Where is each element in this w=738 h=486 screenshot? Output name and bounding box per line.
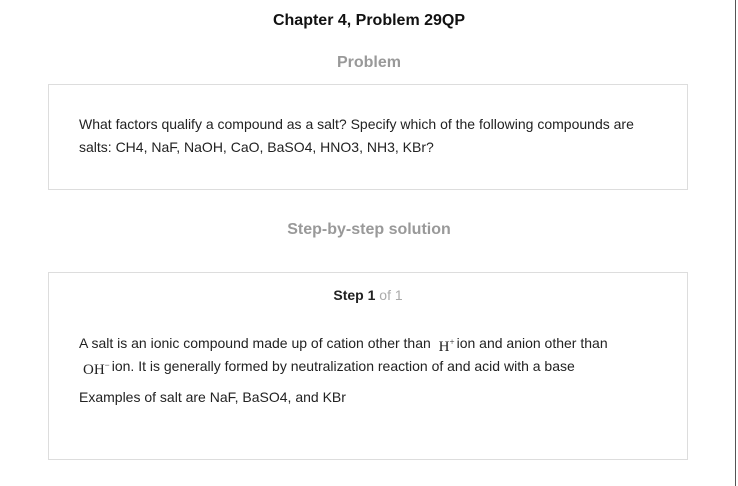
step-header: [49, 287, 687, 303]
solution-heading: Step-by-step solution: [287, 221, 451, 238]
solution-examples: Examples of salt are NaF, BaSO4, and KBr: [79, 389, 346, 405]
cation-charge: +: [449, 337, 455, 347]
solution-line-2: [79, 358, 575, 376]
window-edge-divider: [735, 0, 736, 486]
anion-formula: [83, 362, 110, 379]
anion-symbol: OH: [83, 362, 105, 378]
cation-formula: [439, 339, 455, 356]
chapter-title: Chapter 4, Problem 29QP: [272, 12, 466, 29]
cation-symbol: H: [438, 339, 450, 355]
solution-line-1-prefix: A salt is an ionic compound made up of cation other than: [79, 335, 431, 351]
problem-heading: Problem: [336, 54, 401, 71]
problem-text: What factors qualify a compound as a salt? Specify which of the following compounds are salts: CH4, NaF, NaOH, CaO, BaSO4, HNO3, NH3, KBr?: [79, 116, 634, 155]
solution-line-1-suffix: ion and anion other than: [456, 335, 608, 351]
step-label: Step: [333, 287, 364, 303]
step-number: 1: [367, 287, 376, 303]
solution-line-1: [79, 335, 608, 353]
step-of-total: of 1: [379, 287, 403, 303]
solution-line-2-suffix: ion. It is generally formed by neutralization reaction of and acid with a base: [111, 358, 575, 374]
problem-panel: [48, 84, 688, 190]
anion-charge: −: [104, 360, 110, 370]
solution-panel: [48, 272, 688, 460]
